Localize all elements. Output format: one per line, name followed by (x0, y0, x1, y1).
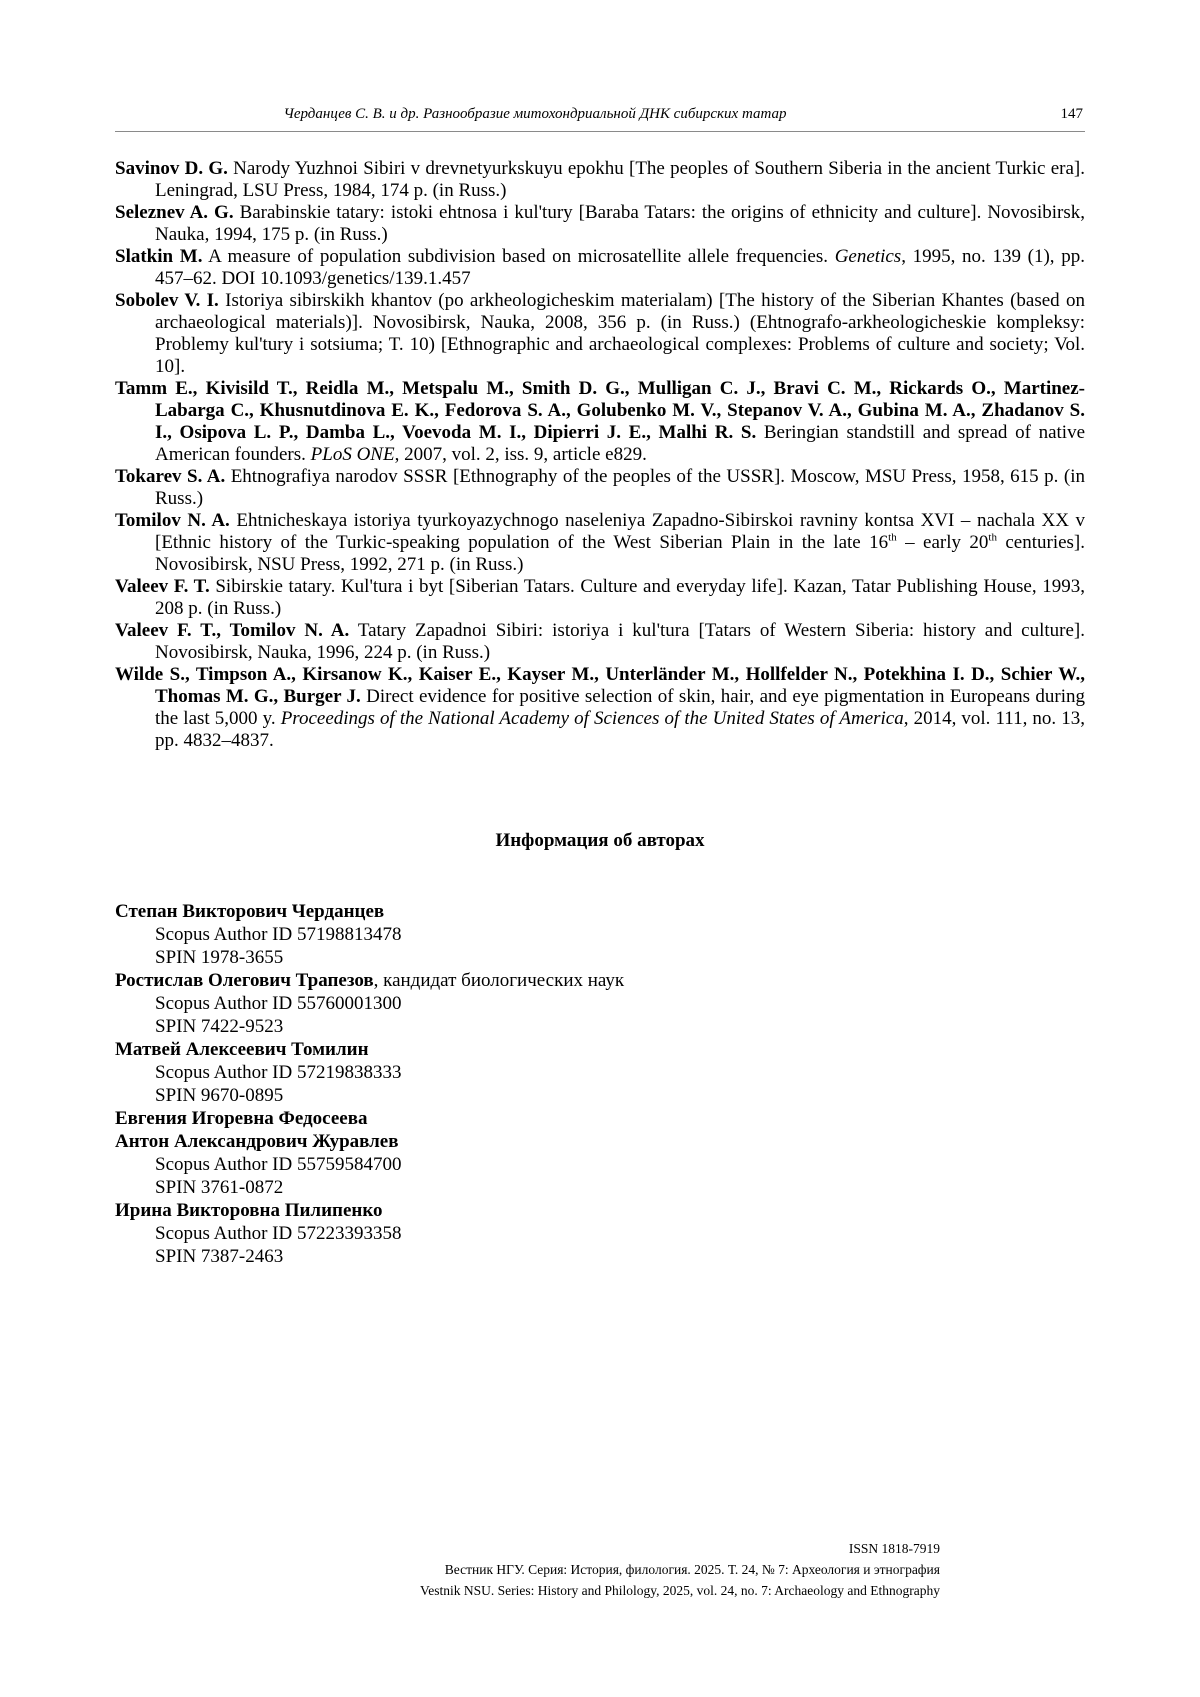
reference-entry (115, 202, 1085, 246)
reference-text-segment: Narody Yuzhnoi Sibiri v drevnetyurkskuyu epokhu [The peoples of Southern Siberia in the ancient Turkic era]. Leningrad, LSU Press, 1984, 174 p. (in Russ.) (155, 158, 1085, 201)
reference-text-segment: Wilde S., Timpson A., Kirsanow K., Kaiser E., Kayser M., Unterländer M., Hollfelder N., Potekhina I. D., Schier W., Thomas M. G., Burger J. (115, 664, 1085, 707)
reference-text-segment: Seleznev A. G. (115, 202, 234, 223)
reference-text-segment: A measure of population subdivision based on microsatellite allele frequencies. (202, 246, 835, 267)
reference-entry (115, 246, 1085, 290)
author-detail: SPIN 3761-0872 (155, 1177, 284, 1198)
author-block (115, 1199, 1085, 1268)
reference-text-segment: PLoS ONE (310, 444, 395, 465)
references-list (115, 158, 1085, 752)
page-footer (420, 1538, 940, 1601)
reference-text-segment: Barabinskie tatary: istoki ehtnosa i kul'tury [Baraba Tatars: the origins of ethnicity and culture]. Novosibirsk, Nauka, 1994, 175 p. (in Russ.) (155, 202, 1085, 245)
author-detail: SPIN 7422-9523 (155, 1016, 284, 1037)
reference-text-segment: Sobolev V. I. (115, 290, 219, 311)
reference-text-segment: Valeev F. T., Tomilov N. A. (115, 620, 350, 641)
footer-citation-ru: Вестник НГУ. Серия: История, филология. 2025. Т. 24, № 7: Археология и этнография (444, 1562, 940, 1577)
author-name: Ростислав Олегович Трапезов, кандидат биологических наук (115, 970, 625, 991)
author-block (115, 1107, 1085, 1130)
author-name: Антон Александрович Журавлев (115, 1131, 399, 1152)
author-block (115, 1038, 1085, 1107)
reference-text-segment: th (988, 531, 997, 544)
reference-text-segment: Tamm E., Kivisild T., Reidla M., Metspalu M., Smith D. G., Mulligan C. J., Bravi C. M., Rickards O., Martinez-Labarga C., Khusnutdinova E. K., Fedorova S. A., Golubenko M. V., Stepanov V. A., Gubina M. A., Zhadanov S. I., Osipova L. P., Damba L., Voevoda M. I., Dipierri J. E., Malhi R. S. (115, 378, 1085, 443)
author-detail: Scopus Author ID 57198813478 (155, 924, 402, 945)
reference-text-segment: Savinov D. G. (115, 158, 228, 179)
author-block (115, 1130, 1085, 1199)
reference-text-segment: Slatkin M. (115, 246, 203, 267)
reference-entry (115, 576, 1085, 620)
page-content (115, 104, 1085, 1268)
authors-list (115, 900, 1085, 1268)
author-detail: SPIN 1978-3655 (155, 947, 284, 968)
running-head (115, 104, 1085, 132)
reference-text-segment: Istoriya sibirskikh khantov (po arkheologicheskim materialam) [The history of the Siberian Khantes (based on archaeological materials)]. Novosibirsk, Nauka, 2008, 356 p. (in Russ.) (Ehtnografo-arkheologicheskie kompleksy: Problemy kul'tury i sotsiuma; T. 10) [Ethnographic and archaeological complexes: Problems of culture and society; Vol. 10]. (155, 290, 1085, 377)
reference-text-segment: Ehtnicheskaya istoriya tyurkoyazychnogo naseleniya Zapadno-Sibirskoi ravniny kontsa XVI – nachala XX v [Ethnic history of the Turkic-speaking population of the West Siberian Plain in the late 16 (155, 510, 1085, 553)
reference-text-segment: Sibirskie tatary. Kul'tura i byt [Siberian Tatars. Culture and everyday life]. Kazan, Tatar Publishing House, 1993, 208 p. (in Russ.) (155, 576, 1086, 619)
page-number: 147 (1060, 106, 1083, 122)
author-name: Евгения Игоревна Федосеева (115, 1108, 368, 1129)
footer-citation-en: Vestnik NSU. Series: History and Philology, 2025, vol. 24, no. 7: Archaeology and Ethnography (420, 1583, 940, 1598)
author-detail: Scopus Author ID 57219838333 (155, 1062, 402, 1083)
running-head-title: Черданцев С. В. и др. Разнообразие митохондриальной ДНК сибирских татар (283, 106, 787, 122)
reference-text-segment: th (888, 531, 897, 544)
author-detail: Scopus Author ID 55760001300 (155, 993, 402, 1014)
author-name: Матвей Алексеевич Томилин (115, 1039, 369, 1060)
reference-entry (115, 664, 1085, 752)
reference-text-segment: Beringian standstill and spread of native American founders. (155, 422, 1086, 465)
author-detail: Scopus Author ID 57223393358 (155, 1223, 402, 1244)
reference-entry (115, 158, 1085, 202)
reference-text-segment: – early 20 (896, 532, 989, 553)
author-detail: Scopus Author ID 55759584700 (155, 1154, 402, 1175)
reference-text-segment: , 2014, vol. 111, no. 13, pp. 4832–4837. (155, 708, 1086, 751)
author-block (115, 969, 1085, 1038)
reference-entry (115, 378, 1085, 466)
reference-text-segment: Tomilov N. A. (115, 510, 230, 531)
reference-entry (115, 466, 1085, 510)
reference-text-segment: Ehtnografiya narodov SSSR [Ethnography of the peoples of the USSR]. Moscow, MSU Press, 1958, 615 p. (in Russ.) (155, 466, 1085, 509)
author-name: Ирина Викторовна Пилипенко (115, 1200, 383, 1221)
author-detail: SPIN 9670-0895 (155, 1085, 284, 1106)
reference-text-segment: Direct evidence for positive selection of skin, hair, and eye pigmentation in Europeans during the last 5,000 y. (155, 686, 1086, 729)
footer-issn: ISSN 1818-7919 (848, 1541, 940, 1556)
reference-text-segment: Genetics (834, 246, 902, 267)
author-name: Степан Викторович Черданцев (115, 901, 385, 922)
author-block (115, 900, 1085, 969)
reference-text-segment: , 1995, no. 139 (1), pp. 457–62. DOI 10.1093/genetics/139.1.457 (155, 246, 1085, 289)
reference-text-segment: , 2007, vol. 2, iss. 9, article e829. (394, 444, 647, 465)
reference-text-segment: Proceedings of the National Academy of Sciences of the United States of America (280, 708, 904, 729)
reference-text-segment: centuries]. Novosibirsk, NSU Press, 1992, 271 p. (in Russ.) (155, 532, 1086, 575)
authors-section-heading: Информация об авторах (495, 830, 705, 851)
author-detail: SPIN 7387-2463 (155, 1246, 284, 1267)
reference-text-segment: Tatary Zapadnoi Sibiri: istoriya i kul'tura [Tatars of Western Siberia: history and culture]. Novosibirsk, Nauka, 1996, 224 p. (in Russ.) (155, 620, 1085, 663)
reference-text-segment: Valeev F. T. (115, 576, 210, 597)
reference-text-segment: Tokarev S. A. (115, 466, 226, 487)
reference-entry (115, 290, 1085, 378)
reference-entry (115, 510, 1085, 576)
reference-entry (115, 620, 1085, 664)
